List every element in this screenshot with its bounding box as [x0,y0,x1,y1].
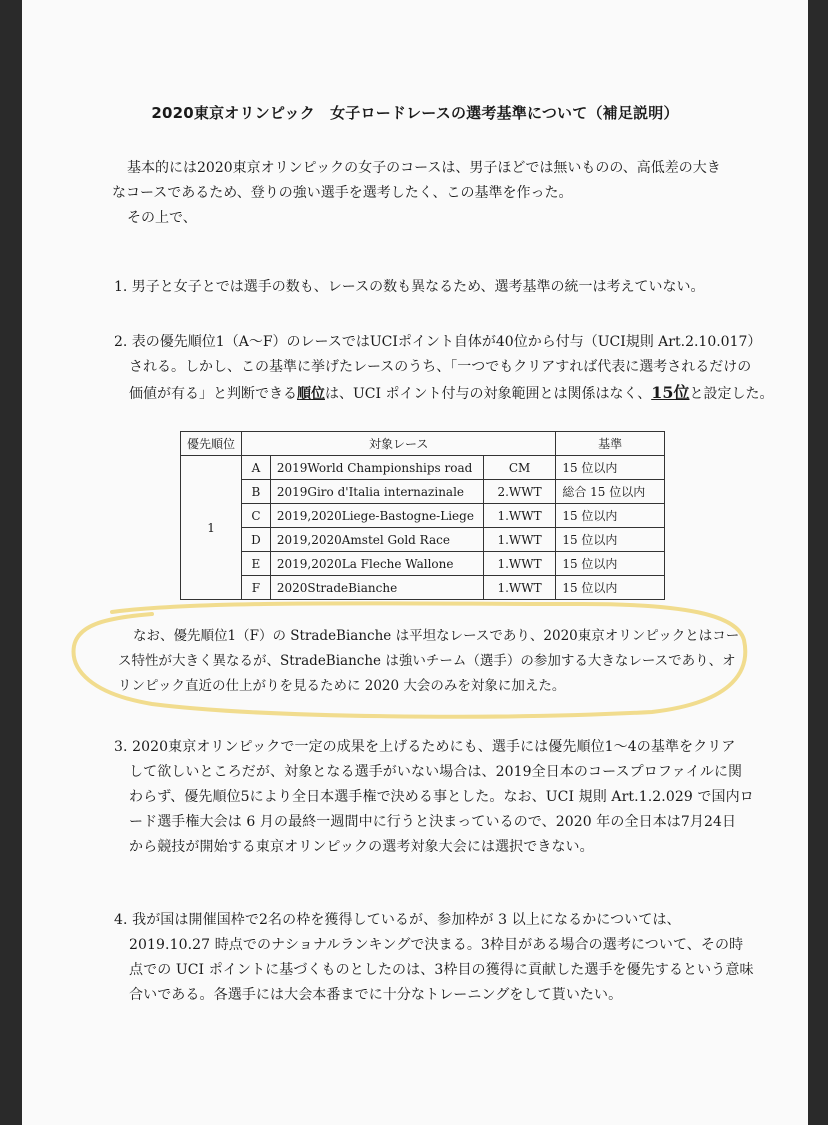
category-cell: 2.WWT [483,480,556,504]
letter-cell: B [242,480,271,504]
category-cell: 1.WWT [483,528,556,552]
header-standard: 基準 [556,432,665,456]
letter-cell: F [242,576,271,600]
item-3-line: から競技が開始する東京オリンピックの選考対象大会には選択できない。 [129,839,594,855]
item-1-line: 1. 男子と女子とでは選手の数も、レースの数も異なるため、選考基準の統一は考えていない。 [114,279,705,295]
priority-cell: 1 [181,456,242,600]
letter-cell: C [242,504,271,528]
item-4-line: 4. 我が国は開催国枠で2名の枠を獲得しているが、参加枠が 3 以上になるかについては、 [114,912,681,928]
document-page [22,0,808,1125]
item-2-line: 2. 表の優先順位1（A～F）のレースではUCIポイント自体が40位から付与（UCI規則 Art.2.10.017） [114,334,762,350]
item-2-text: は、UCI ポイント付与の対象範囲とは関係はなく、 [325,386,652,402]
header-priority: 優先順位 [181,432,242,456]
item-4 [114,908,754,1008]
highlighted-note [118,624,758,699]
race-cell: 2019,2020Liege-Bastogne-Liege [270,504,483,528]
standard-cell: 15 位以内 [556,456,665,480]
letter-cell: E [242,552,271,576]
standard-cell: 15 位以内 [556,576,665,600]
intro-line: 基本的には2020東京オリンピックの女子のコースは、男子ほどでは無いものの、高低差の大き [127,160,721,176]
item-3 [114,735,754,860]
intro-line: なコースであるため、登りの強い選手を選考したく、この基準を作った。 [112,185,573,201]
race-cell: 2019,2020Amstel Gold Race [270,528,483,552]
standard-cell: 15 位以内 [556,504,665,528]
race-cell: 2019World Championships road [270,456,483,480]
item-3-line: 3. 2020東京オリンピックで一定の成果を上げるためにも、選手には優先順位1～4の基準をクリア [114,739,736,755]
intro-line: その上で、 [127,210,197,226]
letter-cell: A [242,456,271,480]
category-cell: 1.WWT [483,576,556,600]
standard-cell: 総合 15 位以内 [556,480,665,504]
rank-emphasis: 順位 [297,386,325,402]
category-cell: 1.WWT [483,552,556,576]
fifteenth-emphasis: 15位 [651,383,690,402]
category-cell: CM [483,456,556,480]
item-2-text: 価値が有る」と判断できる [129,386,297,402]
note-line: なお、優先順位1（F）の StradeBianche は平坦なレースであり、2020東京オリンピックとはコー [133,628,740,644]
race-cell: 2019,2020La Fleche Wallone [270,552,483,576]
item-3-line: わらず、優先順位5により全日本選手権で決める事とした。なお、UCI 規則 Art.1.2.029 で国内ロ [129,789,754,805]
race-cell: 2019Giro d'Italia internazinale [270,480,483,504]
race-cell: 2020StradeBianche [270,576,483,600]
standard-cell: 15 位以内 [556,528,665,552]
document-title: 2020東京オリンピック 女子ロードレースの選考基準について（補足説明） [151,104,679,122]
item-3-line: ード選手権大会は 6 月の最終一週間中に行うと決まっているので、2020 年の全日本は7月24日 [129,814,737,830]
header-race: 対象レース [242,432,556,456]
note-line: ス特性が大きく異なるが、StradeBianche は強いチーム（選手）の参加する大きなレースであり、オ [118,653,736,669]
note-line: リンピック直近の仕上がりを見るために 2020 大会のみを対象に加えた。 [118,678,566,694]
item-2-text: と設定した。 [689,386,774,402]
item-2-line: される。しかし、この基準に挙げたレースのうち、「一つでもクリアすれば代表に選考されるだけの [129,359,752,375]
category-cell: 1.WWT [483,504,556,528]
item-4-line: 合いである。各選手には大会本番までに十分なトレーニングをして貰いたい。 [129,987,623,1003]
item-4-line: 点での UCI ポイントに基づくものとしたのは、3枠目の獲得に貢献した選手を優先するという意味 [129,962,754,978]
letter-cell: D [242,528,271,552]
standard-cell: 15 位以内 [556,552,665,576]
item-4-line: 2019.10.27 時点でのナショナルランキングで決まる。3枠目がある場合の選考について、その時 [129,937,744,953]
item-3-line: して欲しいところだが、対象となる選手がいない場合は、2019全日本のコースプロファイルに関 [129,764,743,780]
